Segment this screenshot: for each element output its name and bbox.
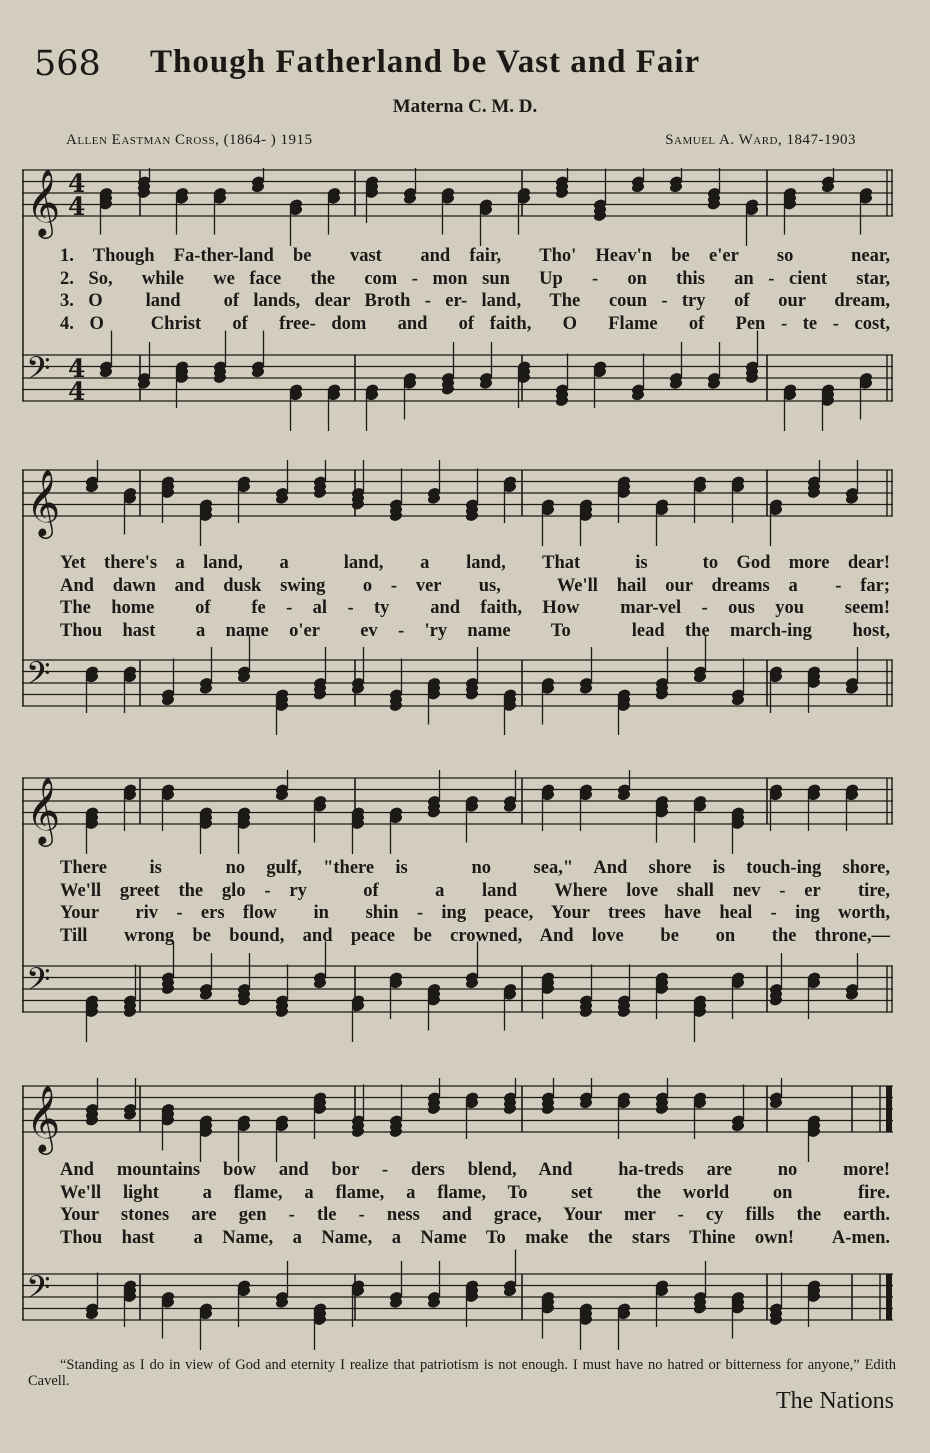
- words-credit: Allen Eastman Cross, (1864- ) 1915: [66, 132, 313, 148]
- lyric-line: And dawn and dusk swing o - ver us, We'll hail our dreams a - far;: [60, 575, 890, 596]
- final-barline: [886, 1274, 892, 1320]
- lyric-line: Till wrong be bound, and peace be crowned, And love be on the throne,—: [60, 925, 890, 946]
- music-credit: Samuel A. Ward, 1847-1903: [665, 132, 856, 148]
- lyric-line: 3. O land of lands, dear Broth - er- land, The coun - try of our dream,: [60, 291, 890, 312]
- treble-clef-icon: 𝄞: [26, 468, 61, 536]
- lyric-line: Yet there's a land, a land, a land, That is to God more dear!: [60, 553, 890, 573]
- bass-clef-icon: 𝄢: [26, 349, 51, 394]
- bass-clef-icon: 𝄢: [26, 960, 51, 1005]
- hymn-number: 568: [34, 44, 101, 84]
- hymn-title: Though Fatherland be Vast and Fair: [150, 44, 701, 80]
- tune-name: Materna C. M. D.: [392, 96, 538, 117]
- lyric-line: There is no gulf, "there is no sea," And shore is touch-ing shore,: [60, 858, 890, 878]
- treble-clef-icon: 𝄞: [26, 776, 61, 844]
- bass-clef-icon: 𝄢: [26, 1268, 51, 1313]
- lyrics-system-3: [60, 857, 890, 947]
- lyric-line: Thou hast a name o'er ev - 'ry name To lead the march-ing host,: [60, 620, 890, 641]
- lyric-line: 4. O Christ of free- dom and of faith, O Flame of Pen - te - cost,: [60, 313, 890, 334]
- lyrics-system-4: [60, 1159, 890, 1249]
- final-barline: [886, 1086, 892, 1132]
- treble-clef-icon: 𝄞: [26, 1084, 61, 1152]
- time-signature: 4: [68, 377, 86, 406]
- lyric-line: Thou hast a Name, a Name, a Name To make the stars Thine own! A-men.: [60, 1227, 890, 1248]
- lyric-line: The home of fe - al - ty and faith, How mar-vel - ous you seem!: [60, 598, 890, 619]
- time-signature: 4: [68, 354, 86, 383]
- bass-clef-icon: 𝄢: [26, 654, 51, 699]
- time-signature: 4: [68, 169, 86, 198]
- lyric-line: Your riv - ers flow in shin - ing peace, Your trees have heal - ing worth,: [60, 903, 890, 924]
- lyrics-system-1: [60, 245, 890, 335]
- footnote-quote: “Standing as I do in view of God and eternity I realize that patriotism is not enough. I must have no hatred or bitterness for anyone,” Edith Cavell.: [28, 1357, 896, 1389]
- treble-clef-icon: 𝄞: [26, 168, 61, 236]
- section-label: The Nations: [776, 1388, 894, 1414]
- lyric-line: 1. Though Fa-ther-land be vast and fair, Tho' Heav'n be e'er so near,: [60, 246, 890, 266]
- lyric-line: 2. So, while we face the com - mon sun Up - on this an - cient star,: [60, 268, 890, 289]
- lyric-line: Your stones are gen - tle - ness and grace, Your mer - cy fills the earth.: [60, 1205, 890, 1226]
- time-signature: 4: [68, 192, 86, 221]
- lyrics-system-2: [60, 552, 890, 642]
- lyric-line: And mountains bow and bor - ders blend, And ha-treds are no more!: [60, 1160, 890, 1180]
- lyric-line: We'll greet the glo - ry of a land Where love shall nev - er tire,: [60, 880, 890, 901]
- lyric-line: We'll light a flame, a flame, a flame, To set the world on fire.: [60, 1182, 890, 1203]
